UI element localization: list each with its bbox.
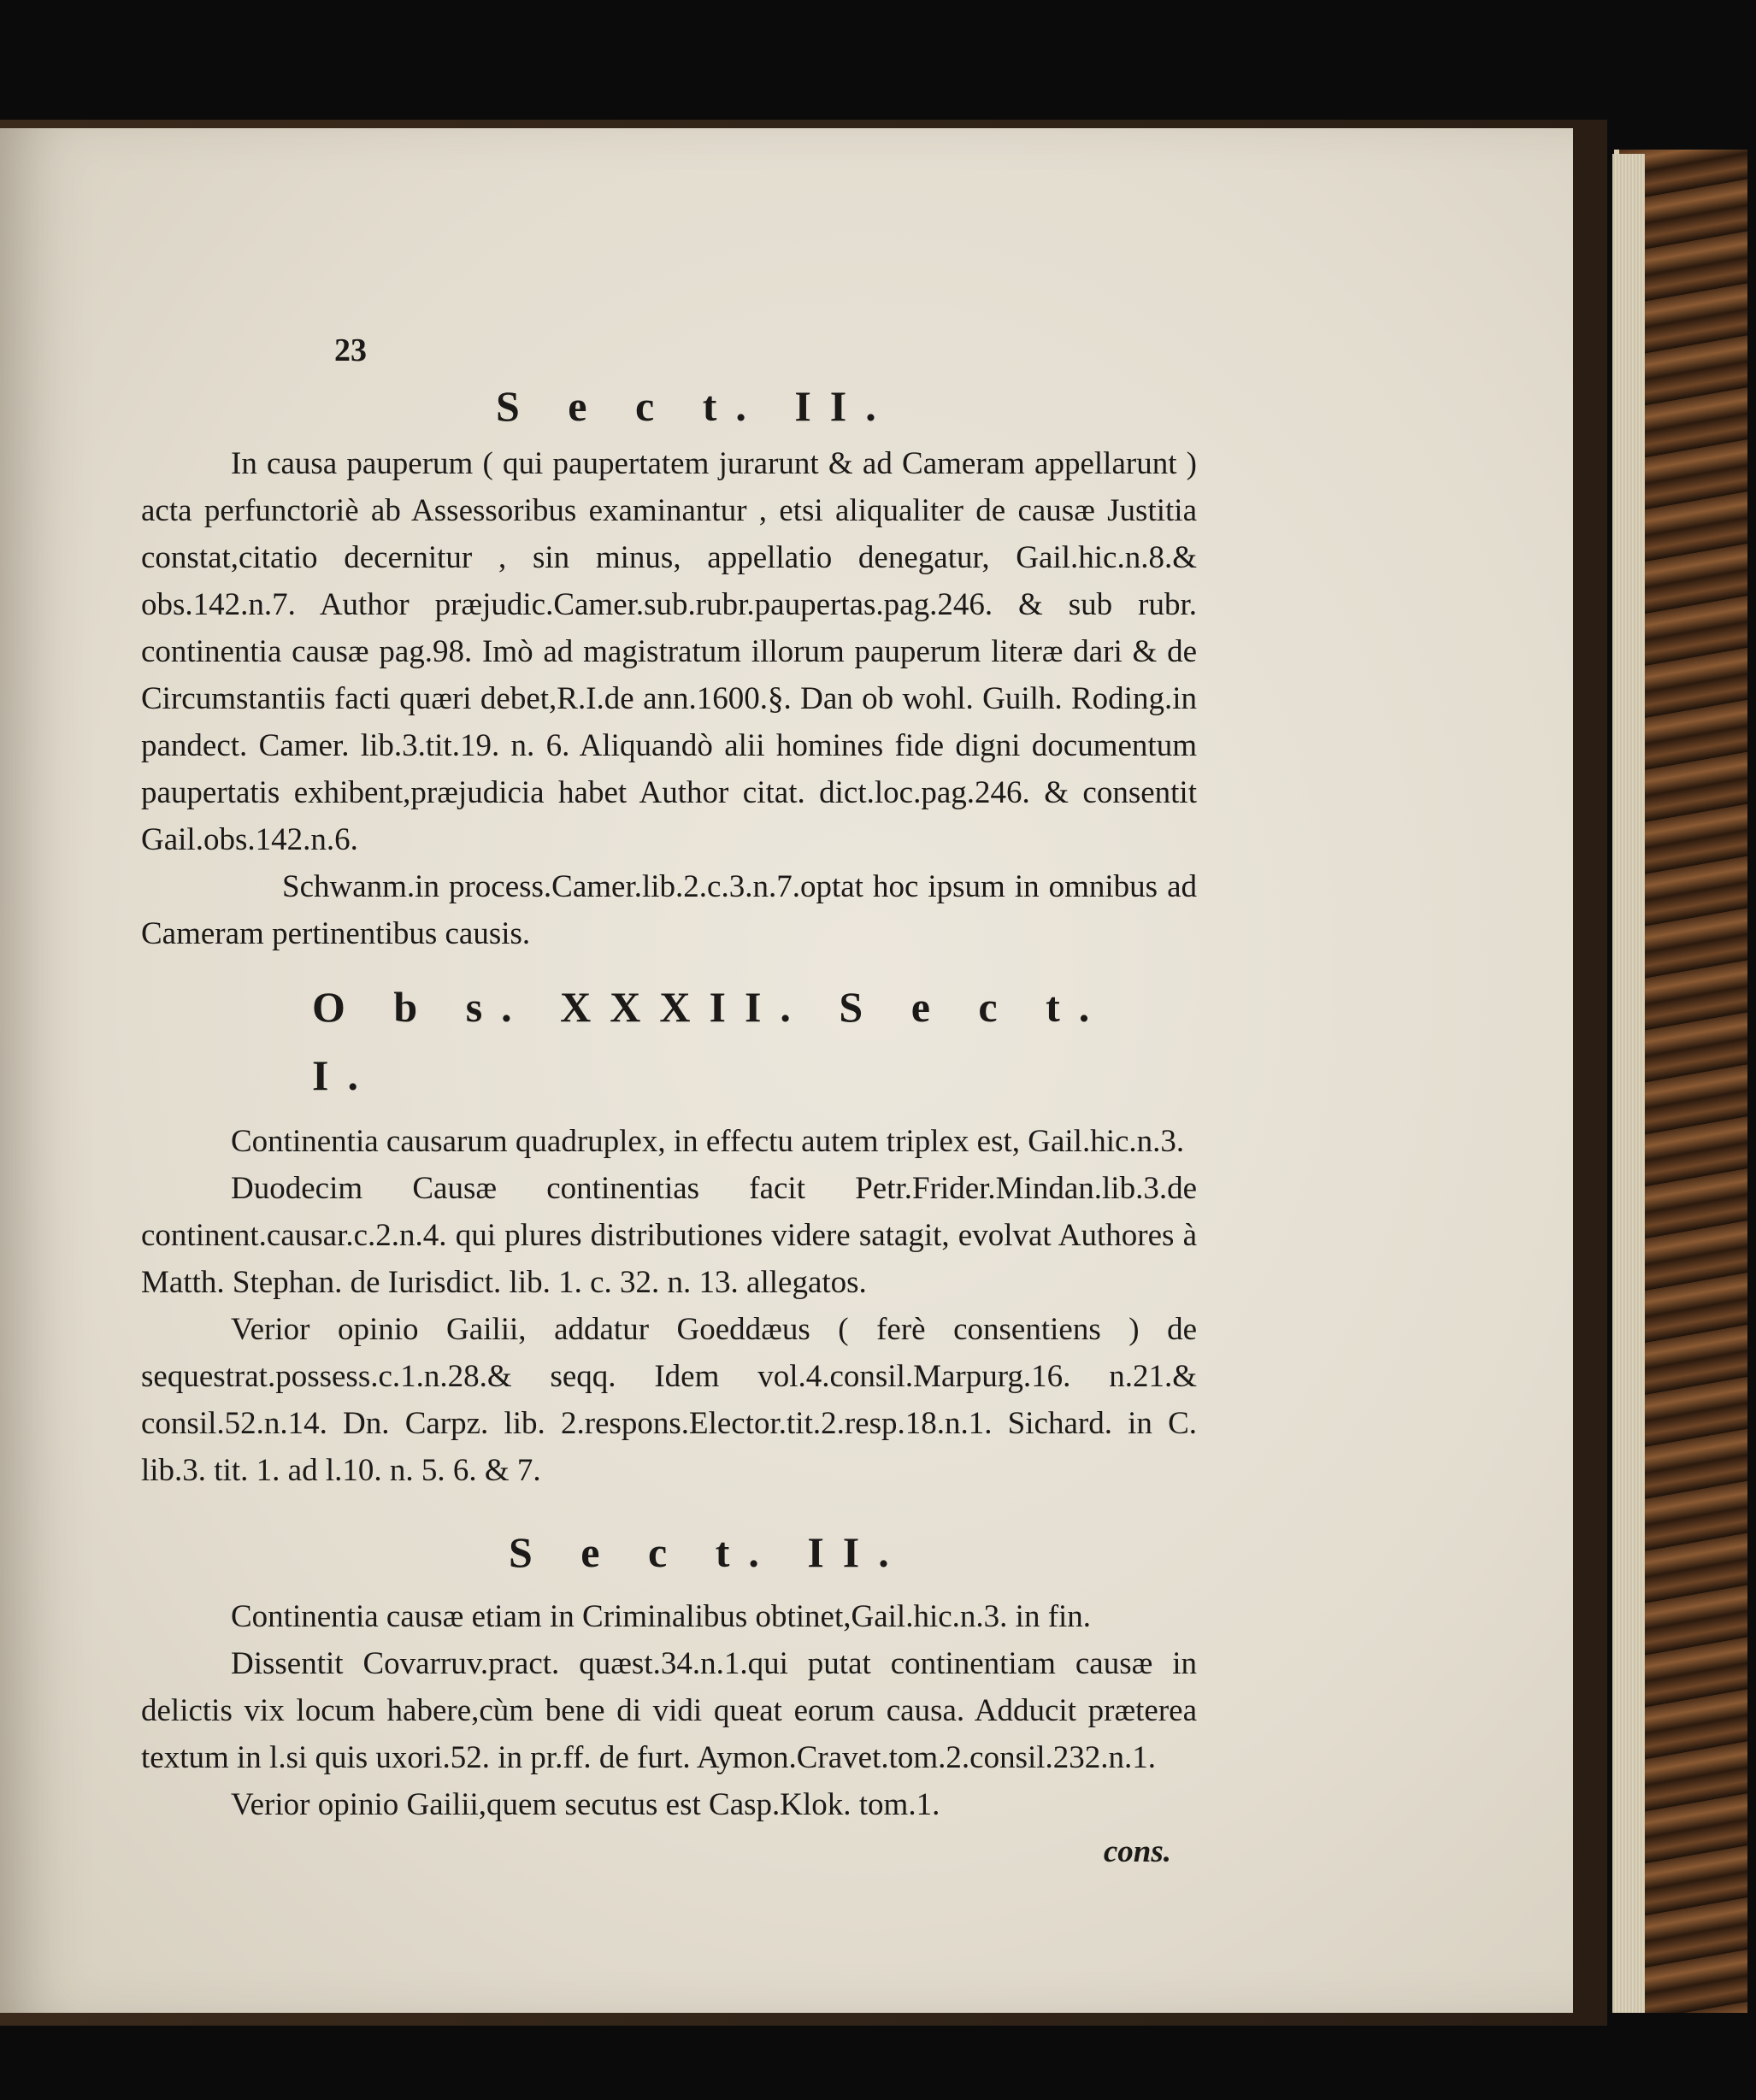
book-page [0, 128, 1573, 2013]
paragraph-pauperum: In causa pauperum ( qui paupertatem jurarunt & ad Cameram appellarunt ) acta perfunctoriè ab Assessoribus examinantur , etsi aliqualiter de causæ Justitia constat,citatio decernitur , sin minus, appellatio denegatur, Gail.hic.n.8.& obs.142.n.7. Author præjudic.Camer.sub.rubr.paupertas.pag.246. & sub rubr. continentia causæ pag.98. Imò ad magistratum illorum pauperum literæ dari & de Circumstantiis facti quæri debet,R.I.de ann.1600.§. Dan ob wohl. Guilh. Roding.in pandect. Camer. lib.3.tit.19. n. 6. Aliquandò alii homines fide digni documentum paupertatis exhibent,præjudicia habet Author citat. dict.loc.pag.246. & consentit Gail.obs.142.n.6. [141, 446, 1197, 857]
heading-sect-ii: S e c t. II. [496, 382, 895, 430]
paragraph-dissentit: Dissentit Covarruv.pract. quæst.34.n.1.qui putat continentiam causæ in delictis vix locum habere,cùm bene di vidi queat eorum causa. Adducit præterea textum in l.si quis uxori.52. in pr.ff. de furt. Aymon.Cravet.tom.2.consil.232.n.1. [141, 1646, 1197, 1775]
paragraph-continentia: Continentia causarum quadruplex, in effectu autem triplex est, Gail.hic.n.3. [231, 1124, 1185, 1159]
paragraph-verior-1: Verior opinio Gailii, addatur Goeddæus ( ferè consentiens ) de sequestrat.possess.c.1.n.28.& seqq. Idem vol.4.consil.Marpurg.16. n.21.& consil.52.n.14. Dn. Carpz. lib. 2.respons.Elector.tit.2.resp.18.n.1. Sichard. in C. lib.3. tit. 1. ad l.10. n. 5. 6. & 7. [141, 1312, 1197, 1488]
page-number: 23 [334, 332, 367, 368]
page-content [141, 329, 1197, 1875]
heading-obs-xxxii: O b s. XXXII. S e c t. I. [312, 983, 1109, 1099]
heading-sect-ii-second: S e c t. II. [509, 1528, 908, 1576]
paragraph-criminalibus: Continentia causæ etiam in Criminalibus obtinet,Gail.hic.n.3. in fin. [231, 1599, 1092, 1634]
paragraph-duodecim: Duodecim Causæ continentias facit Petr.Frider.Mindan.lib.3.de continent.causar.c.2.n.4. qui plures distributiones videre satagit, evolvat Authores à Matth. Stephan. de Iurisdict. lib. 1. c. 32. n. 13. allegatos. [141, 1171, 1197, 1300]
catchword: cons. [1103, 1834, 1171, 1869]
page-edges [1612, 154, 1645, 2013]
paragraph-verior-2: Verior opinio Gailii,quem secutus est Casp.Klok. tom.1. [231, 1787, 940, 1822]
paragraph-schwanm: Schwanm.in process.Camer.lib.2.c.3.n.7.optat hoc ipsum in omnibus ad Cameram pertinentibus causis. [141, 869, 1197, 951]
